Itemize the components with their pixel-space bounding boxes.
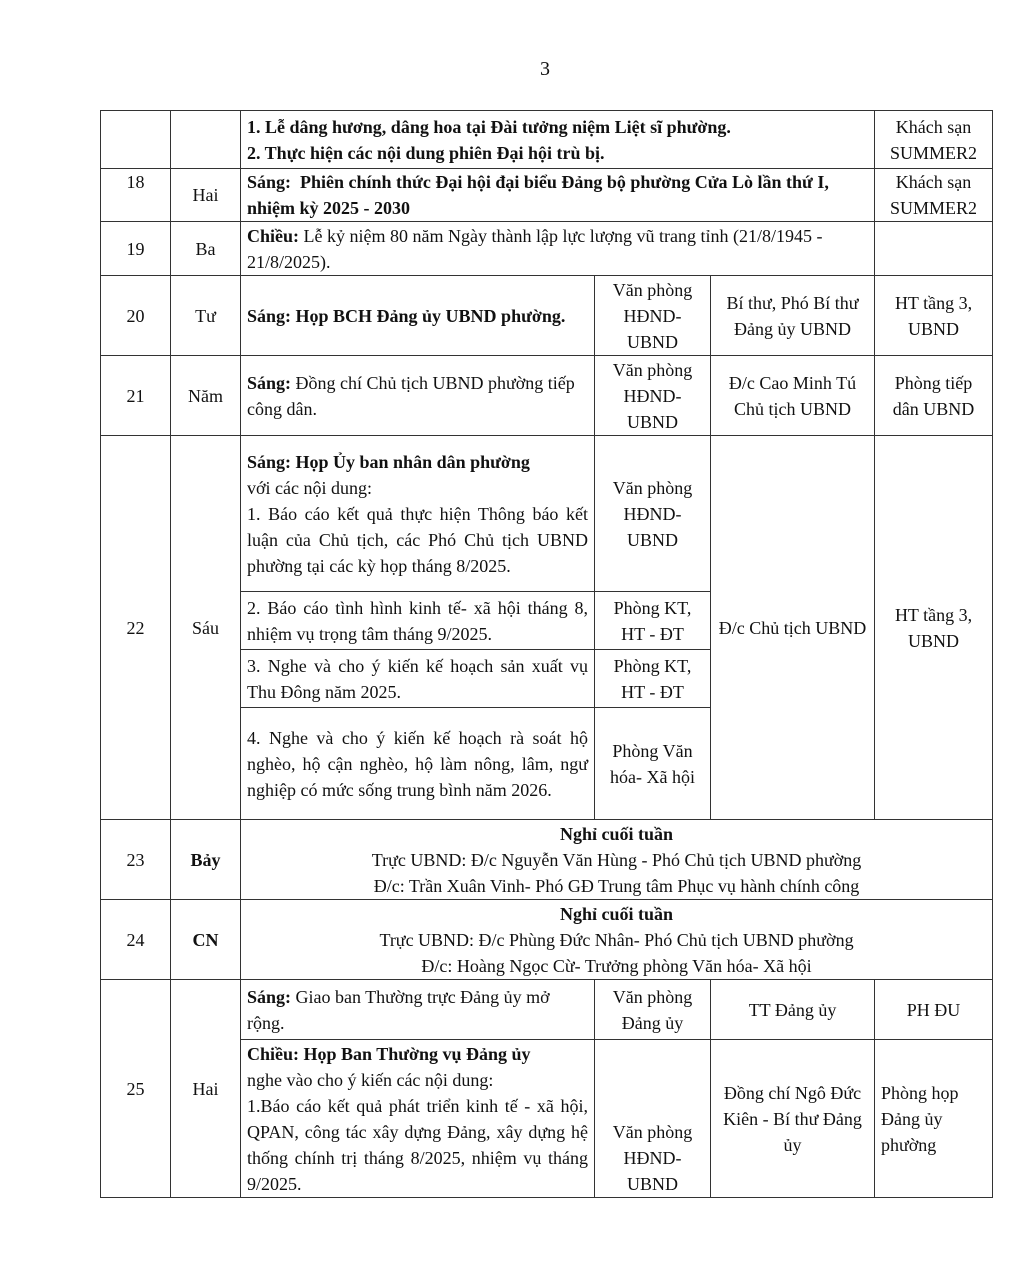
content-cell: 2. Báo cáo tình hình kinh tế- xã hội tháng 8, nhiệm vụ trọng tâm tháng 9/2025. — [241, 592, 595, 650]
chair-cell: Đ/c Chủ tịch UBND — [711, 436, 875, 820]
session-text: Lễ kỷ niệm 80 năm Ngày thành lập lực lượng vũ trang tỉnh (21/8/1945 - 21/8/2025). — [247, 225, 823, 272]
weekday-cell: Năm — [171, 356, 241, 436]
duty-line: Đ/c: Trần Xuân Vinh- Phó GĐ Trung tâm Phục vụ hành chính công — [373, 875, 860, 896]
table-row — [101, 356, 993, 436]
location-cell: Khách sạn SUMMER2 — [875, 169, 993, 222]
chair-cell: Đồng chí Ngô Đức Kiên - Bí thư Đảng ủy — [711, 1040, 875, 1198]
weekday-cell: Ba — [171, 222, 241, 276]
content-cell — [241, 980, 595, 1040]
session-text: Phiên chính thức Đại hội đại biểu Đảng bộ phường Cửa Lò lần thứ I, nhiệm kỳ 2025 - 2030 — [247, 172, 829, 218]
prep-cell: Phòng KT, HT - ĐT — [595, 650, 711, 708]
prep-cell: Văn phòng Đảng ủy — [595, 980, 711, 1040]
content-cell — [241, 169, 875, 222]
location-cell: HT tầng 3, UBND — [875, 276, 993, 356]
table-row — [101, 111, 993, 169]
location-cell: Khách sạn SUMMER2 — [875, 111, 993, 169]
agenda-item: 1. Lễ dâng hương, dâng hoa tại Đài tưởng niệm Liệt sĩ phường. — [247, 116, 731, 137]
weekday-cell: Sáu — [171, 436, 241, 820]
prep-cell: Văn phòng HĐND-UBND — [595, 436, 711, 592]
content-cell — [241, 1040, 595, 1198]
content-cell — [241, 436, 595, 592]
table-row — [101, 276, 993, 356]
session-label: Sáng: — [247, 986, 292, 1007]
day-cell: 18 — [101, 169, 171, 222]
day-cell: 25 — [101, 980, 171, 1198]
session-label: Sáng: — [247, 172, 292, 192]
location-cell: Phòng tiếp dân UBND — [875, 356, 993, 436]
day-cell: 20 — [101, 276, 171, 356]
day-cell — [101, 111, 171, 169]
prep-cell: Văn phòng HĐND-UBND — [595, 356, 711, 436]
location-cell — [875, 222, 993, 276]
chair-cell: TT Đảng ủy — [711, 980, 875, 1040]
content-cell: 3. Nghe và cho ý kiến kế hoạch sản xuất vụ Thu Đông năm 2025. — [241, 650, 595, 708]
agenda-item: 1. Báo cáo kết quả thực hiện Thông báo kết luận của Chủ tịch, các Phó Chủ tịch UBND phường tại các kỳ họp tháng 8/2025. — [247, 503, 588, 576]
chair-cell: Đ/c Cao Minh Tú Chủ tịch UBND — [711, 356, 875, 436]
prep-cell: Phòng KT, HT - ĐT — [595, 592, 711, 650]
table-row — [101, 980, 993, 1040]
weekend-title: Nghỉ cuối tuần — [560, 903, 674, 924]
content-cell — [241, 356, 595, 436]
duty-line: Trực UBND: Đ/c Phùng Đức Nhân- Phó Chủ tịch UBND phường — [379, 929, 854, 950]
schedule-table — [100, 110, 993, 1198]
weekday-cell: Hai — [171, 980, 241, 1198]
content-cell: 4. Nghe và cho ý kiến kế hoạch rà soát hộ nghèo, hộ cận nghèo, hộ làm nông, lâm, ngư nghiệp có mức sống trung bình năm 2026. — [241, 708, 595, 820]
content-cell: Sáng: Họp BCH Đảng ủy UBND phường. — [241, 276, 595, 356]
meeting-intro: nghe vào cho ý kiến các nội dung: — [247, 1069, 494, 1090]
session-label: Chiều: — [247, 225, 300, 246]
agenda-item: 2. Thực hiện các nội dung phiên Đại hội trù bị. — [247, 142, 605, 163]
chair-cell: Bí thư, Phó Bí thư Đảng ủy UBND — [711, 276, 875, 356]
page-number: 3 — [540, 58, 550, 80]
content-cell — [241, 820, 993, 900]
meeting-heading: Chiều: Họp Ban Thường vụ Đảng ủy — [247, 1043, 531, 1064]
day-cell: 21 — [101, 356, 171, 436]
weekday-cell — [171, 111, 241, 169]
prep-cell: Văn phòng HĐND-UBND — [595, 1040, 711, 1198]
content-cell — [241, 111, 875, 169]
duty-line: Đ/c: Hoàng Ngọc Cừ- Trưởng phòng Văn hóa- Xã hội — [421, 955, 812, 976]
table-row — [101, 436, 993, 592]
location-cell: PH ĐU — [875, 980, 993, 1040]
weekday-cell: Tư — [171, 276, 241, 356]
table-row — [101, 900, 993, 980]
session-label: Sáng: — [247, 372, 292, 393]
table-row — [101, 820, 993, 900]
meeting-heading: Sáng: Họp Ủy ban nhân dân phường — [247, 451, 530, 472]
duty-line: Trực UBND: Đ/c Nguyễn Văn Hùng - Phó Chủ tịch UBND phường — [371, 849, 862, 870]
agenda-item: 1.Báo cáo kết quả phát triển kinh tế - xã hội, QPAN, công tác xây dựng Đảng, xây dựng hệ thống chính trị tháng 8/2025, nhiệm vụ tháng 9/2025. — [247, 1095, 588, 1194]
prep-cell: Văn phòng HĐND-UBND — [595, 276, 711, 356]
weekend-title: Nghỉ cuối tuần — [560, 823, 674, 844]
table-row — [101, 169, 993, 222]
prep-cell: Phòng Văn hóa- Xã hội — [595, 708, 711, 820]
content-cell — [241, 900, 993, 980]
day-cell: 24 — [101, 900, 171, 980]
location-cell: HT tầng 3, UBND — [875, 436, 993, 820]
weekday-cell: Bảy — [171, 820, 241, 900]
table-row — [101, 222, 993, 276]
location-cell: Phòng họp Đảng ủy phường — [875, 1040, 993, 1198]
day-cell: 23 — [101, 820, 171, 900]
day-cell: 19 — [101, 222, 171, 276]
session-text: Giao ban Thường trực Đảng ủy mở rộng. — [247, 986, 550, 1033]
weekday-cell: Hai — [171, 169, 241, 222]
content-cell — [241, 222, 875, 276]
meeting-intro: với các nội dung: — [247, 477, 372, 498]
day-cell: 22 — [101, 436, 171, 820]
weekday-cell: CN — [171, 900, 241, 980]
session-text: Đồng chí Chủ tịch UBND phường tiếp công dân. — [247, 372, 575, 419]
